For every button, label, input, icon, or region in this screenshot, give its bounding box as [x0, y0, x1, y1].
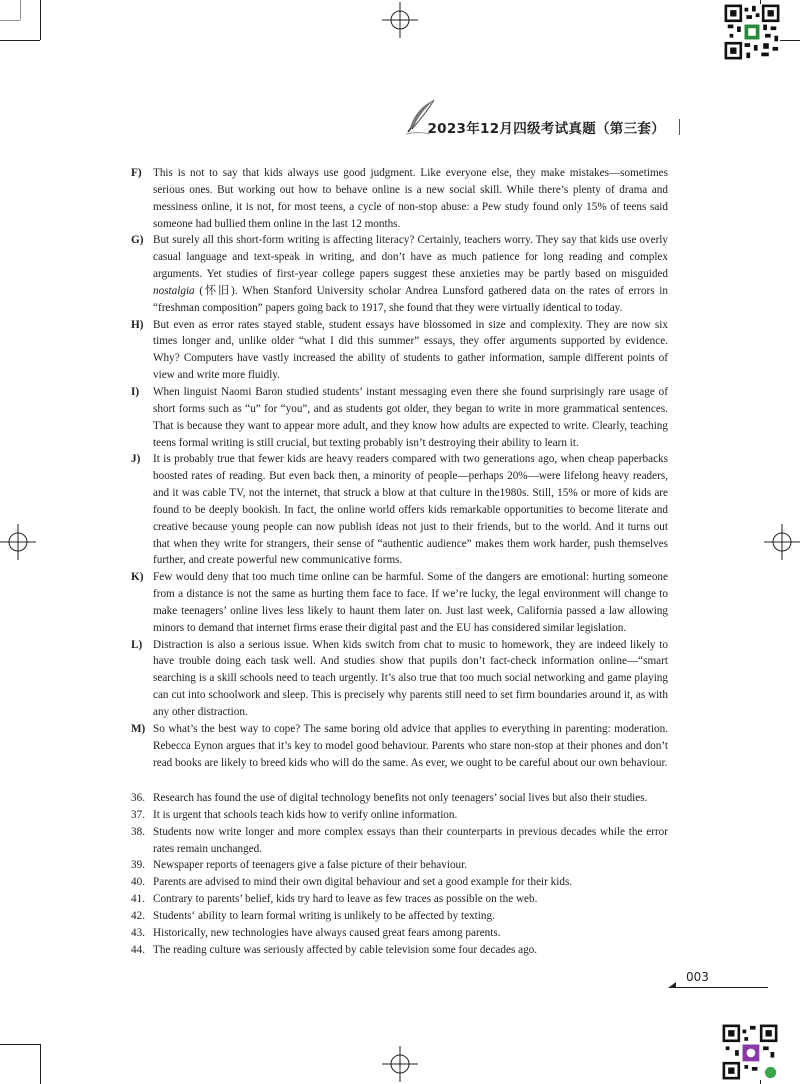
statement-item	[131, 925, 668, 942]
paragraph-text: Distraction is also a serious issue. When kids switch from chat to music to homework, they are indeed likely to have trouble doing each task well. And studies show that pupils don’t fact-check information online—“smart searching is a skill schools need to teach urgently. It’s also true that too much social networking and game playing can cut into schoolwork and sleep. This is precisely why parents still need to set firm boundaries around it, as with any other distraction.	[153, 638, 668, 718]
statement-text: Research has found the use of digital technology benefits not only teenagers’ social lives but also their studies.	[153, 792, 648, 804]
page-header	[427, 116, 680, 138]
italic-term: nostalgia	[153, 284, 195, 297]
paragraph-text	[153, 232, 668, 316]
statement-text: The reading culture was seriously affected by cable television some four decades ago.	[153, 943, 538, 956]
paragraph-text: Few would deny that too much time online can be harmful. Some of the dangers are emotional: hurting someone from a distance is not the same as hurting them face to face. If we’re lucky, the legal environment will change to make teenagers’ online lives less likely to haunt them later on. Just last week, California passed a law allowing minors to demand that internet firms erase their digital past and the EU has considered similar legislation.	[153, 571, 668, 634]
statement-item	[131, 942, 668, 959]
statement-item	[131, 908, 668, 925]
paragraph-label: J)	[131, 453, 141, 466]
statement-number: 44.	[131, 943, 145, 956]
registration-mark-icon	[0, 524, 36, 560]
crop-mark	[0, 40, 40, 41]
statement-item	[131, 790, 668, 807]
statement-text: Newspaper reports of teenagers give a false picture of their behaviour.	[153, 859, 468, 872]
paragraph-label: K)	[131, 571, 144, 584]
statement-text: It is urgent that schools teach kids how to verify online information.	[153, 808, 458, 821]
header-divider	[679, 119, 680, 135]
paragraph-text-part: (怀旧). When Stanford University scholar Andrea Lunsford gathered data on the rates of errors in “freshman composition” papers going back to 1917, she found that they were virtually identical to today.	[153, 284, 668, 314]
statement-number: 39.	[131, 859, 145, 872]
registration-mark-icon	[382, 1046, 418, 1082]
statement-item	[131, 857, 668, 874]
paragraph-k	[131, 569, 668, 636]
paragraph-label: H)	[131, 318, 144, 331]
statement-number: 38.	[131, 825, 145, 838]
paragraph-text: So what’s the best way to cope? The same boring old advice that applies to everything in parenting: moderation. Rebecca Eynon argues that it’s key to model good behaviour. Parents who stare non-stop at their phones and don’t read books are likely to breed kids who will do the same. As ever, we ought to be careful about our own behaviour.	[153, 722, 668, 769]
registration-mark-icon	[764, 524, 800, 560]
statement-item	[131, 824, 668, 858]
statement-text: Students‘ ability to learn formal writing is unlikely to be affected by texting.	[153, 909, 495, 922]
paragraph-j	[131, 451, 668, 569]
crop-mark	[40, 0, 41, 40]
statement-item	[131, 807, 668, 824]
page-number-block	[668, 970, 768, 992]
paragraph-text: This is not to say that kids always use good judgment. Like everyone else, they make mistakes—sometimes serious ones. But working out how to behave online is a new social skill. While there’s plenty of drama and messiness online, it is not, for most teens, a cycle of non-stop abuse: a Pew study found only 15% of teens said someone had bullied them online in the last 12 months.	[153, 167, 668, 230]
statement-text: Parents are advised to mind their own digital behaviour and set a good example for their kids.	[153, 876, 573, 889]
crop-mark	[40, 1044, 41, 1084]
statement-number: 41.	[131, 893, 145, 906]
paragraph-g	[131, 232, 668, 316]
statement-number: 40.	[131, 876, 145, 889]
qr-code-icon	[722, 1024, 778, 1080]
footer-rule	[674, 987, 768, 988]
paragraph-text-part: But surely all this short-form writing is affecting literacy? Certainly, teachers worry. They say that kids use overly casual language and text-speak in writing, and don’t have as much patience for long reading and complex arguments. Yet studies of first-year college papers suggest these anxieties may be partly based on misguided	[153, 234, 668, 281]
paragraph-text: It is probably true that fewer kids are heavy readers compared with two generations ago, when cheap paperbacks boosted rates of reading. But even back then, a minority of people—perhaps 20%—were lifelong heavy readers, and it was cable TV, not the internet, that struck a blow at that culture in the1980s. Still, 15% or more of kids are found to be deeply bookish. In fact, the online world offers kids remarkable opportunities to become literate and creative because young people can now publish ideas not just to their friends, but to the world. And it turns out that when they write for strangers, their sense of “authentic audience” makes them work harder, push themselves further, and create powerful new communicative forms.	[153, 453, 668, 567]
paragraph-f	[131, 165, 668, 232]
statement-number: 36.	[131, 792, 145, 804]
passage	[131, 165, 668, 771]
crop-mark	[0, 20, 20, 21]
statement-item	[131, 874, 668, 891]
page-title: 2023年12月四级考试真题（第三套）	[427, 121, 665, 137]
crop-mark	[20, 0, 21, 20]
registration-mark-icon	[382, 2, 418, 38]
paragraph-label: L)	[131, 638, 143, 651]
paragraph-h	[131, 317, 668, 384]
statement-text: Students now write longer and more complex essays than their counterparts in previous decades while the error rates remain unchanged.	[153, 825, 668, 855]
statement-number: 43.	[131, 926, 145, 939]
qr-code-icon	[724, 4, 780, 60]
paragraph-label: M)	[131, 722, 146, 735]
statement-number: 37.	[131, 808, 145, 821]
crop-mark	[0, 1044, 40, 1045]
paragraph-i	[131, 384, 668, 451]
statement-list	[131, 790, 668, 958]
paragraph-label: F)	[131, 167, 142, 179]
paragraph-text: But even as error rates stayed stable, student essays have blossomed in size and complexity. They are now six times longer and, unlike older “what I did this summer” essays, they offer arguments supported by evidence. Why? Computers have vastly increased the ability of students to gather information, sample different points of view and write more fluidly.	[153, 318, 668, 382]
statement-number: 42.	[131, 909, 145, 922]
paragraph-m	[131, 721, 668, 772]
page-number: 003	[686, 970, 709, 984]
paragraph-label: G)	[131, 234, 144, 247]
paragraph-l	[131, 637, 668, 721]
paragraph-label: I)	[131, 385, 140, 398]
statement-text: Historically, new technologies have always caused great fears among parents.	[153, 926, 501, 939]
statement-item	[131, 891, 668, 908]
statement-text: Contrary to parents’ belief, kids try hard to leave as few traces as possible on the web.	[153, 893, 538, 906]
paragraph-text: When linguist Naomi Baron studied students’ instant messaging even there she found surprisingly rare usage of short forms such as “u” for “you”, and as students got older, they began to write in more grammatical sentences. That is because they want to appear more adult, and they know how adults are expected to write. Clearly, teaching teens formal writing is still crucial, but texting probably isn’t destroying their ability to learn it.	[153, 385, 668, 449]
